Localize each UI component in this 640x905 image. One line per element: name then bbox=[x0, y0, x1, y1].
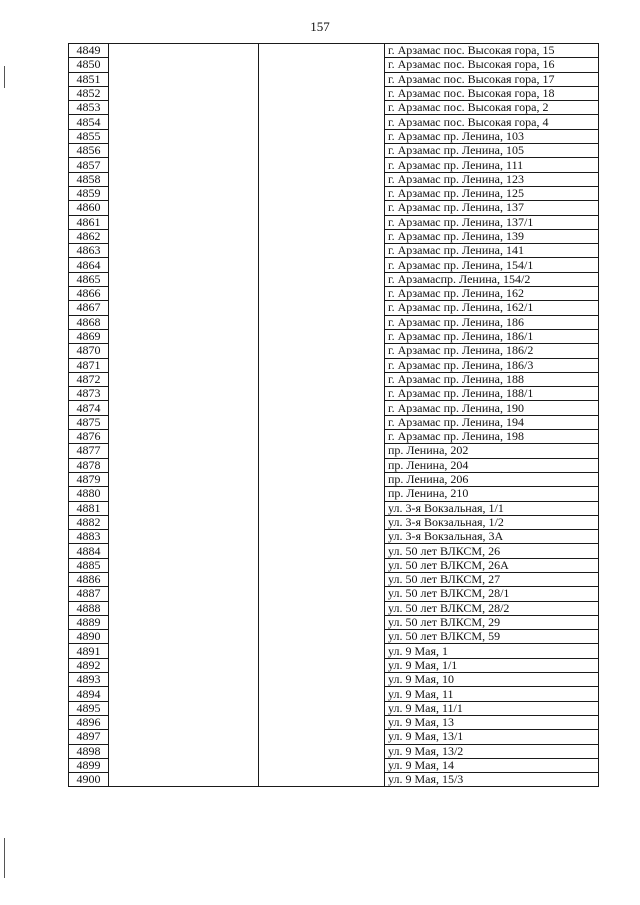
address-cell: г. Арзамас пр. Ленина, 111 bbox=[385, 158, 599, 172]
empty-cell bbox=[259, 72, 385, 86]
empty-cell bbox=[109, 658, 259, 672]
empty-cell bbox=[109, 572, 259, 586]
address-cell: г. Арзамас пос. Высокая гора, 4 bbox=[385, 115, 599, 129]
address-cell: ул. 3-я Вокзальная, 1/2 bbox=[385, 515, 599, 529]
empty-cell bbox=[109, 444, 259, 458]
row-number-cell: 4885 bbox=[69, 558, 109, 572]
empty-cell bbox=[109, 115, 259, 129]
address-cell: г. Арзамас пос. Высокая гора, 17 bbox=[385, 72, 599, 86]
empty-cell bbox=[259, 730, 385, 744]
row-number-cell: 4888 bbox=[69, 601, 109, 615]
table-row bbox=[69, 444, 599, 458]
empty-cell bbox=[259, 158, 385, 172]
empty-cell bbox=[109, 172, 259, 186]
empty-cell bbox=[109, 215, 259, 229]
address-cell: г. Арзамас пр. Ленина, 162 bbox=[385, 287, 599, 301]
empty-cell bbox=[109, 144, 259, 158]
table-row bbox=[69, 587, 599, 601]
address-cell: ул. 9 Мая, 14 bbox=[385, 758, 599, 772]
table-row bbox=[69, 773, 599, 787]
table-row bbox=[69, 201, 599, 215]
empty-cell bbox=[259, 387, 385, 401]
address-cell: г. Арзамас пр. Ленина, 123 bbox=[385, 172, 599, 186]
empty-cell bbox=[109, 730, 259, 744]
table-row bbox=[69, 158, 599, 172]
empty-cell bbox=[109, 773, 259, 787]
row-number-cell: 4858 bbox=[69, 172, 109, 186]
address-cell: г. Арзамаспр. Ленина, 154/2 bbox=[385, 272, 599, 286]
empty-cell bbox=[259, 244, 385, 258]
row-number-cell: 4856 bbox=[69, 144, 109, 158]
row-number-cell: 4884 bbox=[69, 544, 109, 558]
empty-cell bbox=[259, 129, 385, 143]
left-margin-mark-lower bbox=[4, 838, 5, 878]
empty-cell bbox=[259, 58, 385, 72]
row-number-cell: 4879 bbox=[69, 472, 109, 486]
table-row bbox=[69, 458, 599, 472]
table-row bbox=[69, 287, 599, 301]
table-row bbox=[69, 544, 599, 558]
empty-cell bbox=[259, 115, 385, 129]
row-number-cell: 4892 bbox=[69, 658, 109, 672]
address-cell: ул. 9 Мая, 11 bbox=[385, 687, 599, 701]
empty-cell bbox=[109, 315, 259, 329]
empty-cell bbox=[259, 758, 385, 772]
table-row bbox=[69, 758, 599, 772]
row-number-cell: 4872 bbox=[69, 372, 109, 386]
table-row bbox=[69, 658, 599, 672]
table-row bbox=[69, 315, 599, 329]
address-cell: ул. 50 лет ВЛКСМ, 29 bbox=[385, 615, 599, 629]
address-cell: ул. 9 Мая, 15/3 bbox=[385, 773, 599, 787]
address-cell: пр. Ленина, 206 bbox=[385, 472, 599, 486]
address-cell: г. Арзамас пос. Высокая гора, 18 bbox=[385, 86, 599, 100]
address-cell: ул. 9 Мая, 1 bbox=[385, 644, 599, 658]
address-cell: г. Арзамас пр. Ленина, 154/1 bbox=[385, 258, 599, 272]
table-row bbox=[69, 744, 599, 758]
empty-cell bbox=[109, 673, 259, 687]
row-number-cell: 4873 bbox=[69, 387, 109, 401]
empty-cell bbox=[259, 715, 385, 729]
row-number-cell: 4877 bbox=[69, 444, 109, 458]
empty-cell bbox=[259, 344, 385, 358]
address-cell: г. Арзамас пр. Ленина, 137/1 bbox=[385, 215, 599, 229]
row-number-cell: 4849 bbox=[69, 44, 109, 58]
left-margin-mark bbox=[4, 66, 5, 88]
table-row bbox=[69, 701, 599, 715]
table-row bbox=[69, 358, 599, 372]
address-cell: ул. 9 Мая, 13/1 bbox=[385, 730, 599, 744]
empty-cell bbox=[109, 715, 259, 729]
address-cell: г. Арзамас пр. Ленина, 188/1 bbox=[385, 387, 599, 401]
empty-cell bbox=[109, 544, 259, 558]
empty-cell bbox=[109, 387, 259, 401]
address-cell: пр. Ленина, 210 bbox=[385, 487, 599, 501]
table-row bbox=[69, 372, 599, 386]
row-number-cell: 4857 bbox=[69, 158, 109, 172]
empty-cell bbox=[109, 487, 259, 501]
empty-cell bbox=[259, 601, 385, 615]
table-row bbox=[69, 430, 599, 444]
row-number-cell: 4870 bbox=[69, 344, 109, 358]
empty-cell bbox=[109, 272, 259, 286]
row-number-cell: 4866 bbox=[69, 287, 109, 301]
table-row bbox=[69, 472, 599, 486]
row-number-cell: 4861 bbox=[69, 215, 109, 229]
address-cell: г. Арзамас пр. Ленина, 190 bbox=[385, 401, 599, 415]
page-number: 157 bbox=[310, 19, 330, 34]
empty-cell bbox=[259, 487, 385, 501]
address-cell: г. Арзамас пр. Ленина, 139 bbox=[385, 229, 599, 243]
empty-cell bbox=[259, 472, 385, 486]
empty-cell bbox=[259, 658, 385, 672]
address-cell: ул. 50 лет ВЛКСМ, 28/1 bbox=[385, 587, 599, 601]
empty-cell bbox=[259, 358, 385, 372]
empty-cell bbox=[259, 201, 385, 215]
table-row bbox=[69, 558, 599, 572]
address-cell: пр. Ленина, 204 bbox=[385, 458, 599, 472]
empty-cell bbox=[109, 329, 259, 343]
table-row bbox=[69, 501, 599, 515]
table-row bbox=[69, 387, 599, 401]
address-cell: ул. 9 Мая, 11/1 bbox=[385, 701, 599, 715]
table-row bbox=[69, 401, 599, 415]
row-number-cell: 4900 bbox=[69, 773, 109, 787]
table-row bbox=[69, 272, 599, 286]
empty-cell bbox=[109, 530, 259, 544]
row-number-cell: 4864 bbox=[69, 258, 109, 272]
table-row bbox=[69, 344, 599, 358]
empty-cell bbox=[109, 430, 259, 444]
table-row bbox=[69, 72, 599, 86]
row-number-cell: 4874 bbox=[69, 401, 109, 415]
empty-cell bbox=[109, 129, 259, 143]
address-table-body bbox=[69, 44, 599, 787]
empty-cell bbox=[259, 644, 385, 658]
empty-cell bbox=[109, 86, 259, 100]
empty-cell bbox=[259, 86, 385, 100]
table-row bbox=[69, 572, 599, 586]
row-number-cell: 4889 bbox=[69, 615, 109, 629]
address-cell: г. Арзамас пр. Ленина, 105 bbox=[385, 144, 599, 158]
empty-cell bbox=[109, 415, 259, 429]
address-cell: г. Арзамас пос. Высокая гора, 15 bbox=[385, 44, 599, 58]
address-cell: г. Арзамас пр. Ленина, 141 bbox=[385, 244, 599, 258]
row-number-cell: 4862 bbox=[69, 229, 109, 243]
address-cell: ул. 50 лет ВЛКСМ, 28/2 bbox=[385, 601, 599, 615]
empty-cell bbox=[109, 501, 259, 515]
row-number-cell: 4898 bbox=[69, 744, 109, 758]
empty-cell bbox=[259, 372, 385, 386]
table-row bbox=[69, 687, 599, 701]
empty-cell bbox=[259, 287, 385, 301]
empty-cell bbox=[109, 615, 259, 629]
empty-cell bbox=[109, 401, 259, 415]
row-number-cell: 4896 bbox=[69, 715, 109, 729]
empty-cell bbox=[259, 229, 385, 243]
row-number-cell: 4867 bbox=[69, 301, 109, 315]
empty-cell bbox=[259, 687, 385, 701]
row-number-cell: 4880 bbox=[69, 487, 109, 501]
empty-cell bbox=[259, 458, 385, 472]
row-number-cell: 4887 bbox=[69, 587, 109, 601]
row-number-cell: 4878 bbox=[69, 458, 109, 472]
empty-cell bbox=[109, 587, 259, 601]
empty-cell bbox=[109, 258, 259, 272]
table-row bbox=[69, 101, 599, 115]
row-number-cell: 4865 bbox=[69, 272, 109, 286]
address-cell: ул. 50 лет ВЛКСМ, 27 bbox=[385, 572, 599, 586]
table-row bbox=[69, 172, 599, 186]
empty-cell bbox=[259, 272, 385, 286]
table-row bbox=[69, 144, 599, 158]
empty-cell bbox=[109, 472, 259, 486]
address-cell: г. Арзамас пр. Ленина, 103 bbox=[385, 129, 599, 143]
empty-cell bbox=[259, 630, 385, 644]
row-number-cell: 4871 bbox=[69, 358, 109, 372]
row-number-cell: 4868 bbox=[69, 315, 109, 329]
row-number-cell: 4869 bbox=[69, 329, 109, 343]
row-number-cell: 4883 bbox=[69, 530, 109, 544]
table-row bbox=[69, 630, 599, 644]
address-cell: г. Арзамас пр. Ленина, 186/2 bbox=[385, 344, 599, 358]
table-row bbox=[69, 44, 599, 58]
empty-cell bbox=[109, 344, 259, 358]
address-cell: ул. 9 Мая, 13 bbox=[385, 715, 599, 729]
row-number-cell: 4875 bbox=[69, 415, 109, 429]
empty-cell bbox=[109, 287, 259, 301]
table-row bbox=[69, 258, 599, 272]
address-cell: г. Арзамас пр. Ленина, 186 bbox=[385, 315, 599, 329]
address-cell: г. Арзамас пр. Ленина, 186/3 bbox=[385, 358, 599, 372]
empty-cell bbox=[259, 773, 385, 787]
table-row bbox=[69, 58, 599, 72]
address-cell: ул. 9 Мая, 10 bbox=[385, 673, 599, 687]
empty-cell bbox=[109, 301, 259, 315]
row-number-cell: 4891 bbox=[69, 644, 109, 658]
row-number-cell: 4894 bbox=[69, 687, 109, 701]
row-number-cell: 4893 bbox=[69, 673, 109, 687]
empty-cell bbox=[259, 701, 385, 715]
empty-cell bbox=[109, 372, 259, 386]
row-number-cell: 4882 bbox=[69, 515, 109, 529]
row-number-cell: 4899 bbox=[69, 758, 109, 772]
row-number-cell: 4855 bbox=[69, 129, 109, 143]
row-number-cell: 4881 bbox=[69, 501, 109, 515]
empty-cell bbox=[259, 444, 385, 458]
empty-cell bbox=[109, 44, 259, 58]
empty-cell bbox=[259, 544, 385, 558]
table-row bbox=[69, 215, 599, 229]
empty-cell bbox=[109, 701, 259, 715]
empty-cell bbox=[259, 615, 385, 629]
address-cell: г. Арзамас пос. Высокая гора, 16 bbox=[385, 58, 599, 72]
empty-cell bbox=[259, 558, 385, 572]
empty-cell bbox=[109, 687, 259, 701]
empty-cell bbox=[259, 329, 385, 343]
table-row bbox=[69, 129, 599, 143]
row-number-cell: 4859 bbox=[69, 186, 109, 200]
empty-cell bbox=[109, 558, 259, 572]
table-row bbox=[69, 644, 599, 658]
address-cell: г. Арзамас пр. Ленина, 137 bbox=[385, 201, 599, 215]
empty-cell bbox=[109, 358, 259, 372]
empty-cell bbox=[109, 458, 259, 472]
address-cell: г. Арзамас пр. Ленина, 125 bbox=[385, 186, 599, 200]
empty-cell bbox=[109, 58, 259, 72]
empty-cell bbox=[109, 630, 259, 644]
row-number-cell: 4895 bbox=[69, 701, 109, 715]
empty-cell bbox=[259, 430, 385, 444]
address-cell: г. Арзамас пос. Высокая гора, 2 bbox=[385, 101, 599, 115]
address-cell: г. Арзамас пр. Ленина, 198 bbox=[385, 430, 599, 444]
row-number-cell: 4863 bbox=[69, 244, 109, 258]
row-number-cell: 4860 bbox=[69, 201, 109, 215]
empty-cell bbox=[259, 673, 385, 687]
table-row bbox=[69, 329, 599, 343]
address-cell: г. Арзамас пр. Ленина, 162/1 bbox=[385, 301, 599, 315]
address-cell: ул. 50 лет ВЛКСМ, 59 bbox=[385, 630, 599, 644]
empty-cell bbox=[259, 572, 385, 586]
empty-cell bbox=[259, 172, 385, 186]
table-row bbox=[69, 601, 599, 615]
address-cell: г. Арзамас пр. Ленина, 194 bbox=[385, 415, 599, 429]
empty-cell bbox=[109, 229, 259, 243]
address-cell: г. Арзамас пр. Ленина, 188 bbox=[385, 372, 599, 386]
empty-cell bbox=[259, 501, 385, 515]
empty-cell bbox=[109, 744, 259, 758]
row-number-cell: 4850 bbox=[69, 58, 109, 72]
empty-cell bbox=[259, 101, 385, 115]
empty-cell bbox=[109, 72, 259, 86]
address-cell: ул. 3-я Вокзальная, 1/1 bbox=[385, 501, 599, 515]
empty-cell bbox=[259, 515, 385, 529]
table-row bbox=[69, 673, 599, 687]
table-row bbox=[69, 86, 599, 100]
table-row bbox=[69, 244, 599, 258]
address-table bbox=[68, 43, 599, 787]
empty-cell bbox=[259, 315, 385, 329]
empty-cell bbox=[259, 258, 385, 272]
empty-cell bbox=[109, 158, 259, 172]
table-row bbox=[69, 115, 599, 129]
row-number-cell: 4886 bbox=[69, 572, 109, 586]
table-row bbox=[69, 615, 599, 629]
row-number-cell: 4852 bbox=[69, 86, 109, 100]
row-number-cell: 4876 bbox=[69, 430, 109, 444]
empty-cell bbox=[259, 186, 385, 200]
empty-cell bbox=[259, 587, 385, 601]
table-row bbox=[69, 487, 599, 501]
empty-cell bbox=[259, 44, 385, 58]
table-row bbox=[69, 530, 599, 544]
empty-cell bbox=[259, 144, 385, 158]
table-row bbox=[69, 415, 599, 429]
empty-cell bbox=[109, 201, 259, 215]
row-number-cell: 4854 bbox=[69, 115, 109, 129]
table-row bbox=[69, 229, 599, 243]
empty-cell bbox=[109, 644, 259, 658]
row-number-cell: 4890 bbox=[69, 630, 109, 644]
row-number-cell: 4853 bbox=[69, 101, 109, 115]
table-row bbox=[69, 301, 599, 315]
address-cell: г. Арзамас пр. Ленина, 186/1 bbox=[385, 329, 599, 343]
address-cell: ул. 50 лет ВЛКСМ, 26А bbox=[385, 558, 599, 572]
empty-cell bbox=[259, 415, 385, 429]
address-cell: ул. 9 Мая, 13/2 bbox=[385, 744, 599, 758]
row-number-cell: 4897 bbox=[69, 730, 109, 744]
empty-cell bbox=[109, 758, 259, 772]
empty-cell bbox=[109, 186, 259, 200]
address-cell: пр. Ленина, 202 bbox=[385, 444, 599, 458]
empty-cell bbox=[109, 601, 259, 615]
empty-cell bbox=[259, 215, 385, 229]
empty-cell bbox=[259, 401, 385, 415]
empty-cell bbox=[259, 744, 385, 758]
address-cell: ул. 9 Мая, 1/1 bbox=[385, 658, 599, 672]
empty-cell bbox=[109, 101, 259, 115]
address-cell: ул. 50 лет ВЛКСМ, 26 bbox=[385, 544, 599, 558]
empty-cell bbox=[259, 301, 385, 315]
table-row bbox=[69, 186, 599, 200]
table-row bbox=[69, 515, 599, 529]
address-cell: ул. 3-я Вокзальная, 3А bbox=[385, 530, 599, 544]
table-row bbox=[69, 715, 599, 729]
empty-cell bbox=[259, 530, 385, 544]
empty-cell bbox=[109, 515, 259, 529]
table-row bbox=[69, 730, 599, 744]
row-number-cell: 4851 bbox=[69, 72, 109, 86]
empty-cell bbox=[109, 244, 259, 258]
